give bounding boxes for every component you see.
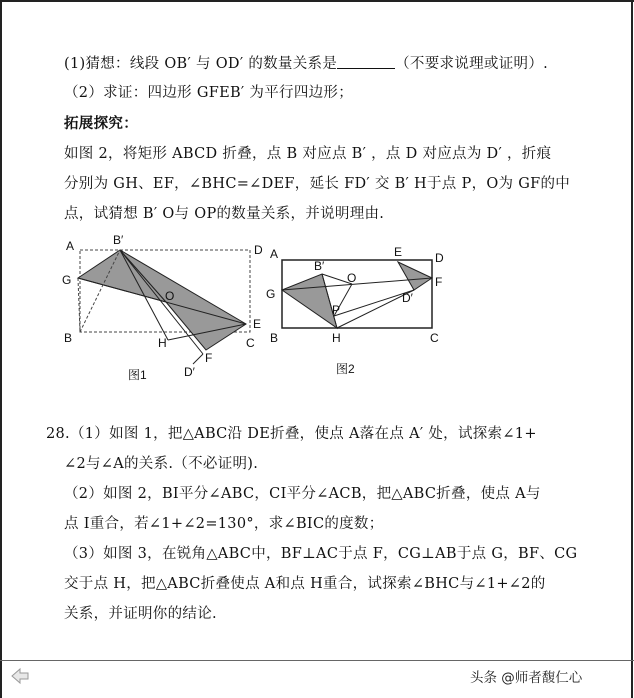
question-line-5: 点，试猜想 B′ O与 OP的数量关系，并说明理由. bbox=[64, 206, 385, 222]
fig1-label-o: O bbox=[165, 289, 175, 303]
fig2-shaded-left bbox=[282, 274, 337, 328]
question-line-3: 如图 2，将矩形 ABCD 折叠，点 B 对应点 B′ ，点 D 对应点为 D′ ，折痕 bbox=[64, 146, 552, 162]
answer-blank bbox=[337, 54, 395, 69]
fig2-label-c: C bbox=[430, 331, 439, 345]
fig1-label-a: A bbox=[66, 239, 75, 253]
figure-2 bbox=[262, 240, 452, 380]
fig2-label-d: D bbox=[435, 251, 444, 265]
fig1-label-d: D bbox=[254, 243, 263, 257]
watermark: 头条 @师者馥仁心 bbox=[470, 670, 583, 686]
fig1-label-h: H bbox=[158, 336, 167, 350]
q28-line-3: （2）如图 2，BI平分∠ABC，CI平分∠ACB，把△ABC折叠，使点 A与 bbox=[64, 486, 541, 502]
q28-line-7: 关系，并证明你的结论. bbox=[64, 606, 217, 622]
q28-line-5: （3）如图 3，在锐角△ABC中，BF⊥AC于点 F，CG⊥AB于点 G，BF、CG bbox=[64, 546, 578, 562]
fig2-label-f: F bbox=[435, 275, 443, 289]
fig1-label-g: G bbox=[62, 273, 72, 287]
fig2-label-g: G bbox=[266, 287, 276, 301]
question-line-4: 分别为 GH、EF，∠BHC=∠DEF，延长 FD′ 交 B′ H于点 P，O为 GF的中 bbox=[64, 176, 571, 192]
figure-1 bbox=[58, 232, 276, 387]
section-heading: 拓展探究： bbox=[64, 115, 138, 132]
page-border-right bbox=[631, 0, 633, 698]
fig2-label-e: E bbox=[394, 245, 403, 259]
back-arrow-icon[interactable] bbox=[10, 667, 30, 685]
fig2-label-d-prime: D′ bbox=[402, 291, 413, 305]
fig2-caption: 图2 bbox=[336, 362, 355, 376]
fig1-label-b: B bbox=[64, 331, 73, 345]
fig1-label-e: E bbox=[253, 317, 262, 331]
fig1-dashed-b-b-prime bbox=[80, 250, 120, 332]
question-line-1: (1)猜想：线段 OB′ 与 OD′ 的数量关系是 （不要求说理或证明）. bbox=[64, 56, 549, 72]
fig1-label-d-prime: D′ bbox=[184, 365, 195, 379]
fig1-line-f-d-prime bbox=[193, 354, 203, 364]
fig1-label-c: C bbox=[246, 336, 255, 350]
fig2-label-a: A bbox=[270, 247, 279, 261]
fig1-label-f: F bbox=[205, 351, 213, 365]
fig2-label-b: B bbox=[270, 331, 279, 345]
question-line-2: （2）求证：四边形 GFEB′ 为平行四边形； bbox=[64, 85, 354, 101]
page-bottom-divider bbox=[0, 660, 634, 661]
fig1-label-b-prime: B′ bbox=[113, 233, 124, 247]
q28-line-2: ∠2与∠A的关系.（不必证明). bbox=[64, 456, 259, 472]
fig1-shaded-right bbox=[120, 250, 246, 350]
fig2-label-o: O bbox=[347, 271, 357, 285]
page-border-top bbox=[0, 0, 634, 2]
q28-line-4: 点 I重合，若∠1+∠2=130°，求∠BIC的度数； bbox=[64, 516, 384, 532]
page-border-left bbox=[0, 0, 2, 698]
fig2-label-h: H bbox=[332, 331, 341, 345]
fig2-label-b-prime: B′ bbox=[314, 259, 325, 273]
q28-line-6: 交于点 H，把△ABC折叠使点 A和点 H重合，试探索∠BHC与∠1+∠2的 bbox=[64, 576, 546, 592]
fig2-label-p: P bbox=[332, 303, 341, 317]
fig1-caption: 图1 bbox=[128, 368, 147, 382]
q28-line-1: 28.（1）如图 1，把△ABC沿 DE折叠，使点 A落在点 A′ 处，试探索∠1+ bbox=[46, 426, 537, 442]
fig2-shaded-right bbox=[398, 262, 432, 290]
